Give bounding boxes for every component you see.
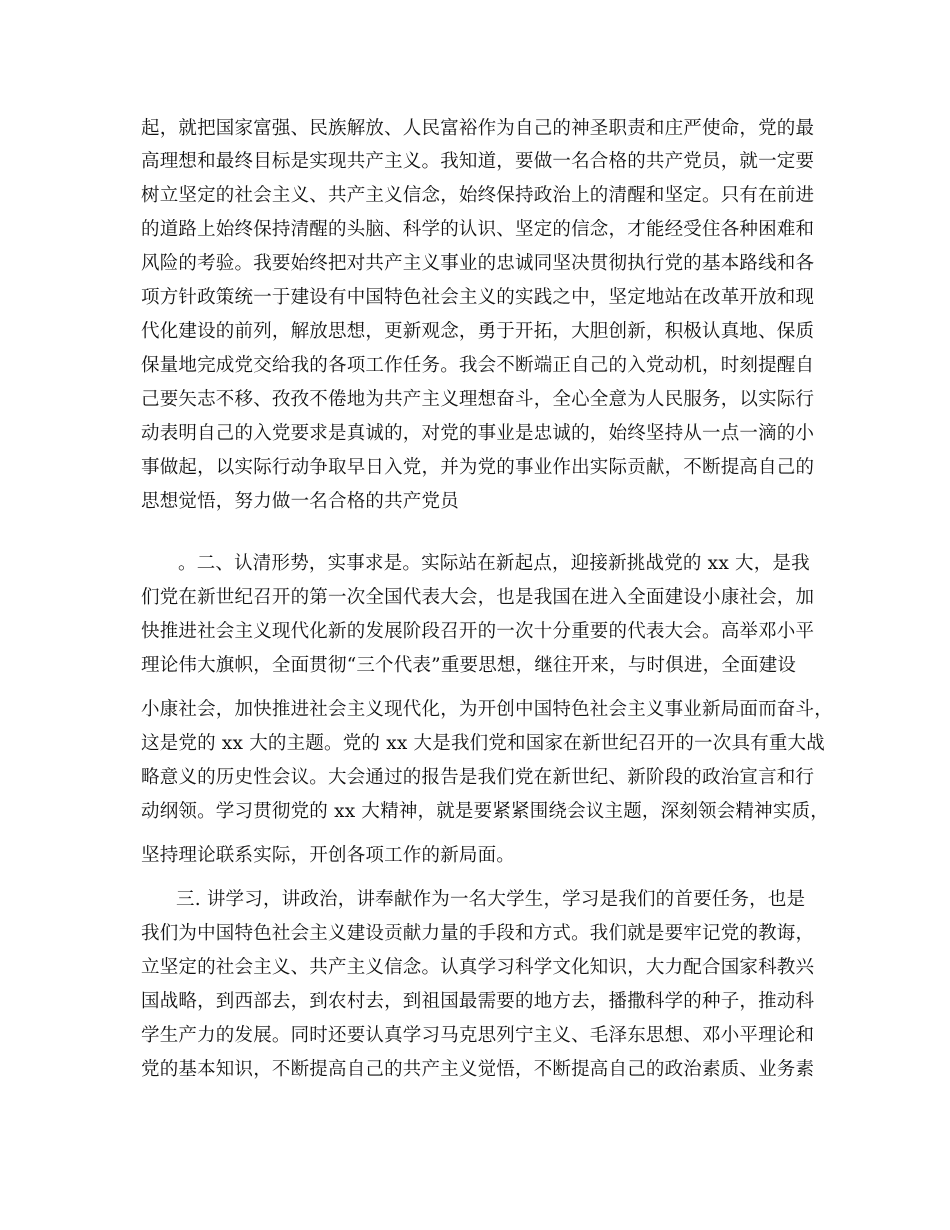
text-line: 高理想和最终目标是实现共产主义。我知道，要做一名合格的共产党员，就一定要 xyxy=(141,151,815,172)
text-line: 动纲领。学习贯彻党的 xx 大精神，就是要紧紧围绕会议主题，深刻领会精神实质， xyxy=(141,801,829,822)
text-line: 略意义的历史性会议。大会通过的报告是我们党在新世纪、新阶段的政治宣言和行 xyxy=(141,767,815,788)
text-line: 项方针政策统一于建设有中国特色社会主义的实践之中，坚定地站在改革开放和现 xyxy=(141,287,815,308)
text-line: 们党在新世纪召开的第一次全国代表大会，也是我国在进入全面建设小康社会，加 xyxy=(141,587,815,608)
text-line: 学生产力的发展。同时还要认真学习马克思列宁主义、毛泽东思想、邓小平理论和 xyxy=(141,1025,815,1046)
text-line: 动表明自己的入党要求是真诚的，对党的事业是忠诚的，始终坚持从一点一滴的小 xyxy=(141,423,815,444)
text-line: 己要矢志不移、孜孜不倦地为共产主义理想奋斗，全心全意为人民服务，以实际行 xyxy=(141,389,815,410)
text-line: 国战略，到西部去，到农村去，到祖国最需要的地方去，播撒科学的种子，推动科 xyxy=(141,991,815,1012)
text-line: 坚持理论联系实际，开创各项工作的新局面。 xyxy=(141,845,516,866)
text-line: 风险的考验。我要始终把对共产主义事业的忠诚同坚决贯彻执行党的基本路线和各 xyxy=(141,253,815,274)
text-line: 事做起，以实际行动争取早日入党，并为党的事业作出实际贡献，不断提高自己的 xyxy=(141,457,815,478)
text-line: 代化建设的前列，解放思想，更新观念，勇于开拓，大胆创新，积极认真地、保质 xyxy=(141,321,815,342)
text-line: 立坚定的社会主义、共产主义信念。认真学习科学文化知识，大力配合国家科教兴 xyxy=(141,957,815,978)
text-line: 起，就把国家富强、民族解放、人民富裕作为自己的神圣职责和庄严使命，党的最 xyxy=(141,118,815,139)
text-line: 三. 讲学习，讲政治，讲奉献作为一名大学生，学习是我们的首要任务，也是 xyxy=(176,889,806,910)
text-line: 保量地完成党交给我的各项工作任务。我会不断端正自己的入党动机，时刻提醒自 xyxy=(141,355,815,376)
text-line: 理论伟大旗帜，全面贯彻“三个代表”重要思想，继往开来，与时俱进，全面建设 xyxy=(141,655,797,676)
text-line: 我们为中国特色社会主义建设贡献力量的手段和方式。我们就是要牢记党的教诲， xyxy=(141,923,815,944)
text-line: 党的基本知识，不断提高自己的共产主义觉悟，不断提高自己的政治素质、业务素 xyxy=(141,1059,815,1080)
text-line: 这是党的 xx 大的主题。党的 xx 大是我们党和国家在新世纪召开的一次具有重大战 xyxy=(141,733,825,754)
text-line: 小康社会，加快推进社会主义现代化，为开创中国特色社会主义事业新局面而奋斗， xyxy=(141,699,833,720)
text-line: 思想觉悟，努力做一名合格的共产党员 xyxy=(141,491,459,512)
text-line: 快推进社会主义现代化新的发展阶段召开的一次十分重要的代表大会。高举邓小平 xyxy=(141,621,815,642)
text-line: 的道路上始终保持清醒的头脑、科学的认识、坚定的信念，才能经受住各种困难和 xyxy=(141,219,815,240)
text-line: 树立坚定的社会主义、共产主义信念，始终保持政治上的清醒和坚定。只有在前进 xyxy=(141,185,815,206)
text-line: 。二、认清形势，实事求是。实际站在新起点，迎接新挑战党的 xx 大，是我 xyxy=(178,553,810,574)
